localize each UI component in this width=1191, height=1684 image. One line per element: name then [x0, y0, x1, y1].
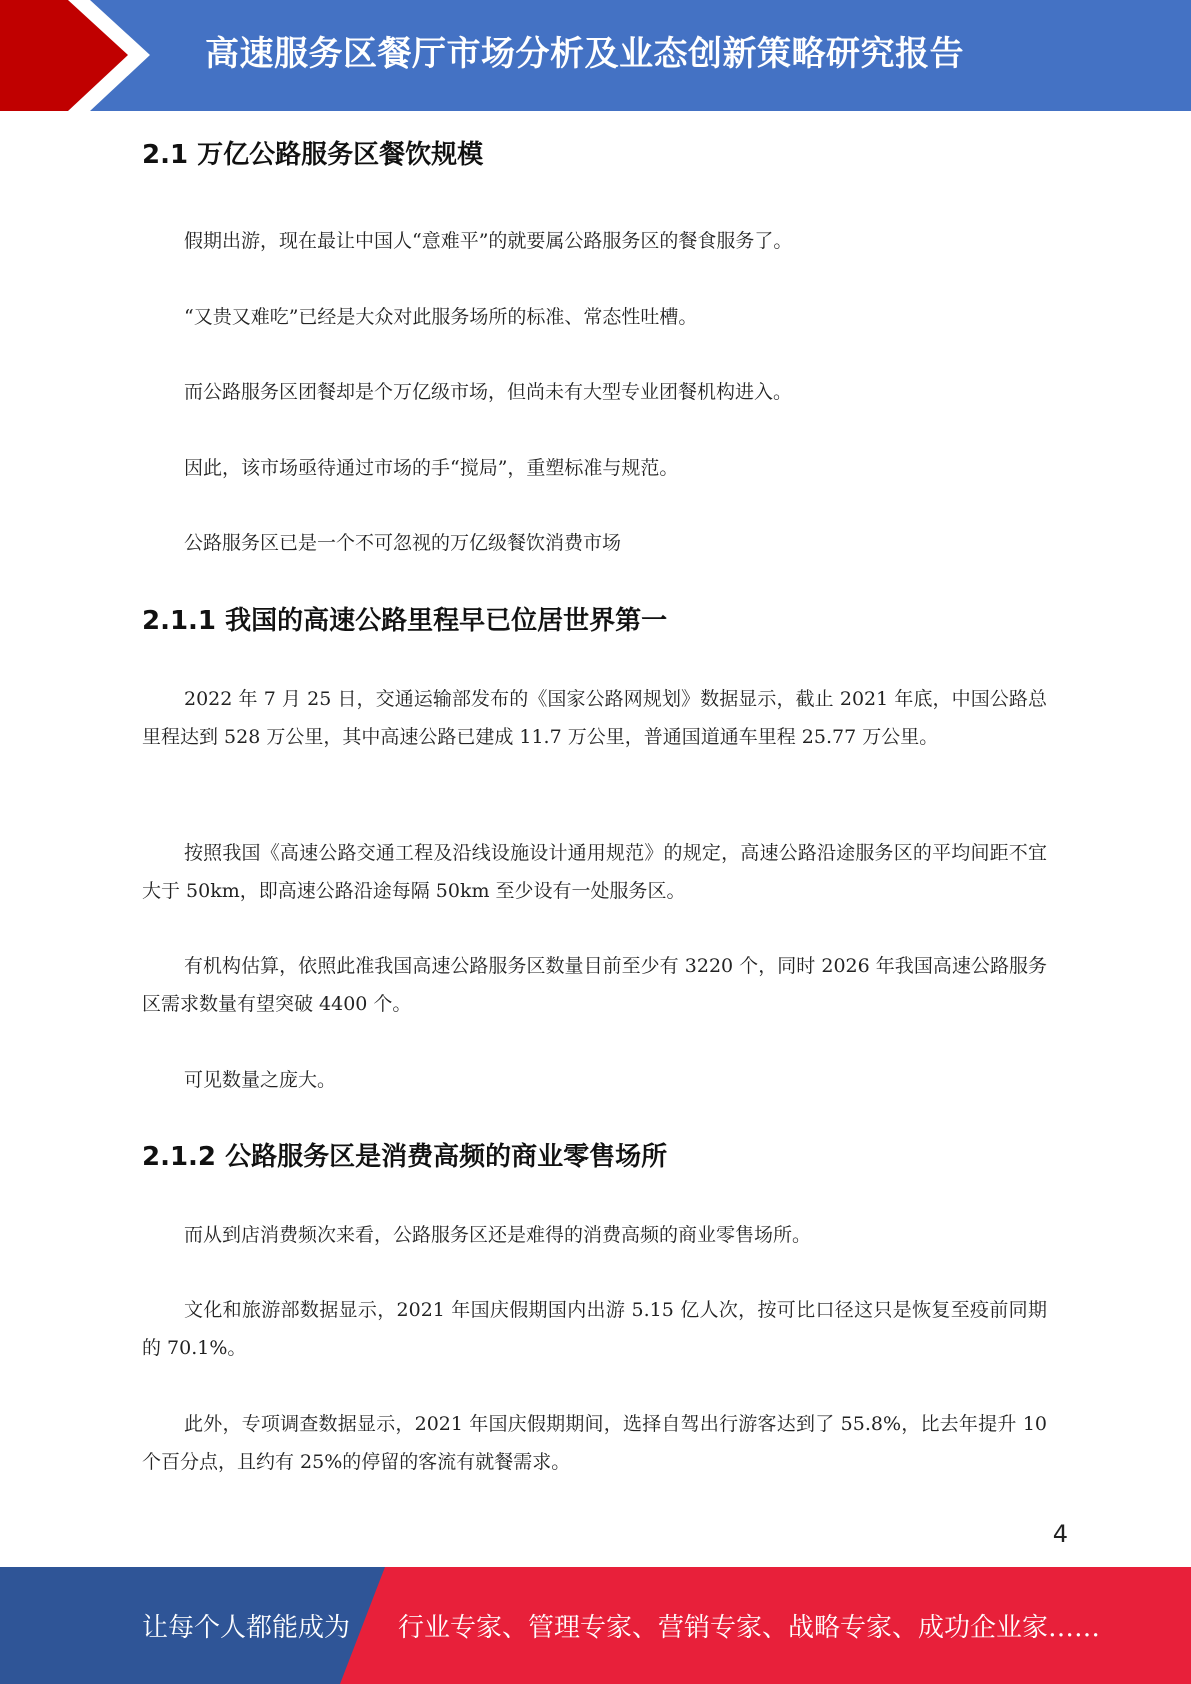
paragraph: 公路服务区已是一个不可忽视的万亿级餐饮消费市场 — [184, 532, 622, 554]
paragraph: 而公路服务区团餐却是个万亿级市场，但尚未有大型专业团餐机构进入。 — [184, 381, 793, 403]
header-banner — [0, 0, 1191, 111]
paragraph: 2022 年 7 月 25 日，交通运输部发布的《国家公路网规划》数据显示，截止 2021 年底，中国公路总里程达到 528 万公里，其中高速公路已建成 11.7 万公里，普通国道通车里程 25.77 万公里。 — [142, 688, 1047, 748]
paragraph: 因此，该市场亟待通过市场的手“搅局”，重塑标准与规范。 — [184, 457, 679, 479]
report-title: 高速服务区餐厅市场分析及业态创新策略研究报告 — [205, 34, 964, 74]
footer-banner — [0, 1567, 1191, 1684]
paragraph: 假期出游，现在最让中国人“意难平”的就要属公路服务区的餐食服务了。 — [184, 230, 793, 252]
footer-slogan-left: 让每个人都能成为 — [142, 1613, 351, 1643]
section-heading-2-1-1: 2.1.1 我国的高速公路里程早已位居世界第一 — [142, 606, 668, 636]
section-heading-2-1: 2.1 万亿公路服务区餐饮规模 — [142, 140, 484, 170]
paragraph: 有机构估算，依照此准我国高速公路服务区数量目前至少有 3220 个，同时 2026 年我国高速公路服务区需求数量有望突破 4400 个。 — [142, 955, 1047, 1015]
paragraph: “又贵又难吃”已经是大众对此服务场所的标准、常态性吐槽。 — [184, 306, 698, 328]
section-heading-2-1-2: 2.1.2 公路服务区是消费高频的商业零售场所 — [142, 1142, 668, 1172]
paragraph: 按照我国《高速公路交通工程及沿线设施设计通用规范》的规定，高速公路沿途服务区的平均间距不宜大于 50km，即高速公路沿途每隔 50km 至少设有一处服务区。 — [142, 842, 1047, 902]
paragraph: 而从到店消费频次来看，公路服务区还是难得的消费高频的商业零售场所。 — [184, 1224, 812, 1246]
paragraph: 文化和旅游部数据显示，2021 年国庆假期国内出游 5.15 亿人次，按可比口径这只是恢复至疫前同期的 70.1%。 — [142, 1299, 1047, 1359]
paragraph: 此外，专项调查数据显示，2021 年国庆假期期间，选择自驾出行游客达到了 55.8%，比去年提升 10 个百分点，且约有 25%的停留的客流有就餐需求。 — [142, 1413, 1047, 1473]
footer-slogan-right: 行业专家、管理专家、营销专家、战略专家、成功企业家…… — [398, 1613, 1101, 1643]
page-number: 4 — [1052, 1520, 1068, 1548]
paragraph: 可见数量之庞大。 — [184, 1069, 337, 1091]
